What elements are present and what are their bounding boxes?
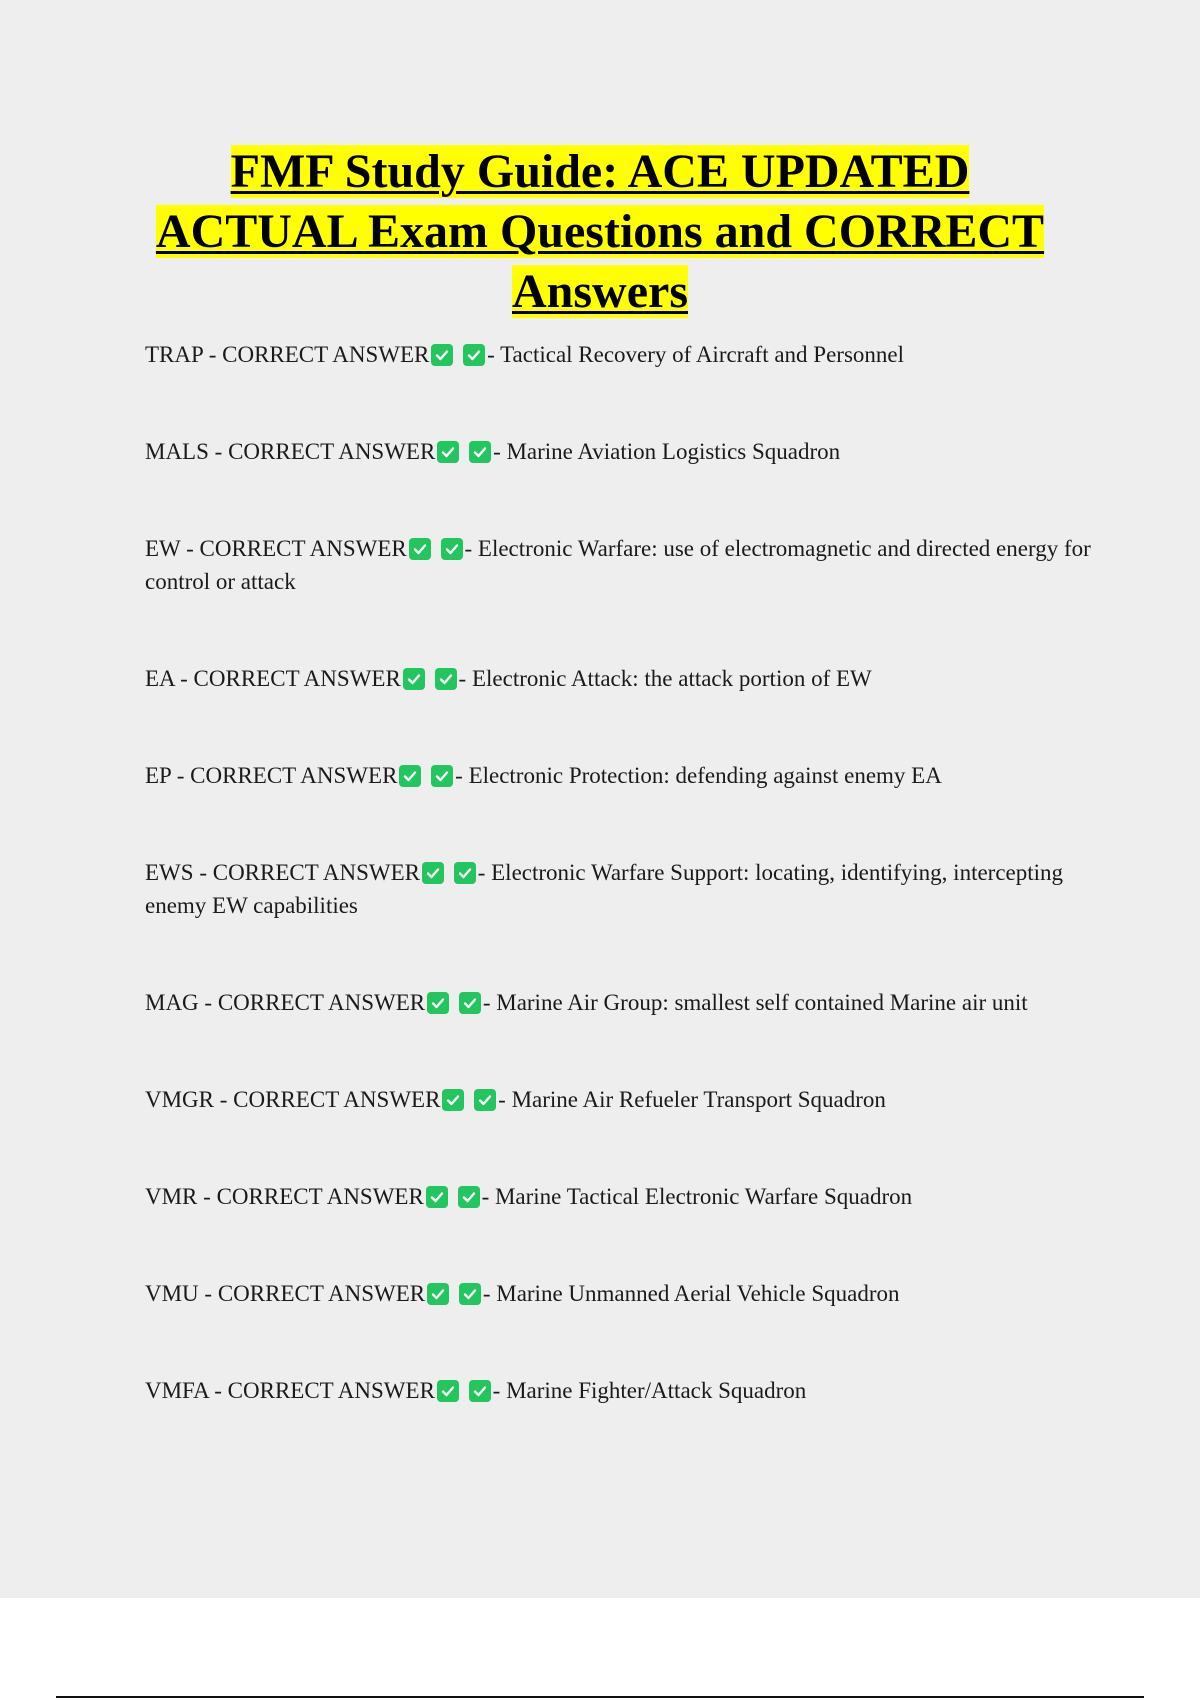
qa-answer: - Marine Unmanned Aerial Vehicle Squadron: [482, 1281, 900, 1306]
qa-term: MAG: [145, 990, 199, 1015]
check-box-icon: [399, 765, 421, 787]
footer-divider: [56, 1696, 1144, 1698]
check-box-icon: [437, 1380, 459, 1402]
correct-answer-label: - CORRECT ANSWER: [214, 439, 436, 464]
qa-term: MALS: [145, 439, 209, 464]
qa-item: [145, 532, 1105, 598]
qa-answer: - Electronic Warfare Support: locating, identifying, intercepting enemy EW capabilities: [145, 860, 1064, 918]
qa-item: [145, 435, 1105, 468]
qa-item: [145, 1277, 1105, 1310]
check-box-icon: [441, 538, 463, 560]
qa-term: VMR: [145, 1184, 198, 1209]
qa-term: EW: [145, 536, 181, 561]
qa-term: EP: [145, 763, 171, 788]
check-box-icon: [422, 862, 444, 884]
qa-term: EA: [145, 666, 175, 691]
qa-term: EWS: [145, 860, 194, 885]
correct-answer-label: - CORRECT ANSWER: [176, 763, 398, 788]
qa-answer: - Electronic Attack: the attack portion of EW: [458, 666, 872, 691]
title-line-3: Answers: [512, 265, 688, 318]
check-box-icon: [427, 992, 449, 1014]
correct-answer-label: - CORRECT ANSWER: [199, 860, 420, 885]
check-box-icon: [458, 1186, 480, 1208]
check-box-icon: [474, 1089, 496, 1111]
qa-answer: - Marine Fighter/Attack Squadron: [492, 1378, 807, 1403]
qa-answer: - Electronic Warfare: use of electromagnetic and directed energy for control or attack: [145, 536, 1091, 594]
qa-answer: - Tactical Recovery of Aircraft and Personnel: [487, 342, 905, 367]
check-box-icon: [469, 441, 491, 463]
correct-answer-label: - CORRECT ANSWER: [208, 342, 430, 367]
correct-answer-label: - CORRECT ANSWER: [180, 666, 401, 691]
check-box-icon: [469, 1380, 491, 1402]
qa-item: [145, 662, 1105, 695]
check-box-icon: [427, 1283, 449, 1305]
correct-answer-label: - CORRECT ANSWER: [203, 1184, 424, 1209]
qa-item: [145, 986, 1105, 1019]
check-box-icon: [426, 1186, 448, 1208]
qa-term: TRAP: [145, 342, 203, 367]
check-box-icon: [459, 992, 481, 1014]
title-line-1: FMF Study Guide: ACE UPDATED: [230, 145, 970, 198]
check-box-icon: [437, 441, 459, 463]
qa-term: VMU: [145, 1281, 199, 1306]
qa-item: [145, 1180, 1105, 1213]
qa-answer: - Electronic Protection: defending against enemy EA: [455, 763, 942, 788]
question-answer-list: [145, 338, 1105, 1407]
qa-item: [145, 338, 1105, 371]
qa-answer: - Marine Aviation Logistics Squadron: [493, 439, 841, 464]
qa-answer: - Marine Air Refueler Transport Squadron: [498, 1087, 886, 1112]
qa-term: VMFA: [145, 1378, 209, 1403]
qa-answer: - Marine Tactical Electronic Warfare Squadron: [481, 1184, 913, 1209]
correct-answer-label: - CORRECT ANSWER: [186, 536, 407, 561]
qa-item: [145, 1374, 1105, 1407]
qa-item: [145, 759, 1105, 792]
check-box-icon: [454, 862, 476, 884]
check-box-icon: [403, 668, 425, 690]
title-line-2: ACTUAL Exam Questions and CORRECT: [155, 205, 1045, 258]
correct-answer-label: - CORRECT ANSWER: [219, 1087, 441, 1112]
check-box-icon: [409, 538, 431, 560]
check-box-icon: [435, 668, 457, 690]
qa-answer: - Marine Air Group: smallest self contained Marine air unit: [482, 990, 1028, 1015]
correct-answer-label: - CORRECT ANSWER: [214, 1378, 435, 1403]
correct-answer-label: - CORRECT ANSWER: [204, 1281, 426, 1306]
check-box-icon: [463, 344, 485, 366]
correct-answer-label: - CORRECT ANSWER: [204, 990, 426, 1015]
check-box-icon: [459, 1283, 481, 1305]
qa-item: [145, 856, 1105, 922]
qa-term: VMGR: [145, 1087, 215, 1112]
qa-item: [145, 1083, 1105, 1116]
page-title: [60, 142, 1140, 322]
check-box-icon: [431, 344, 453, 366]
check-box-icon: [442, 1089, 464, 1111]
check-box-icon: [431, 765, 453, 787]
